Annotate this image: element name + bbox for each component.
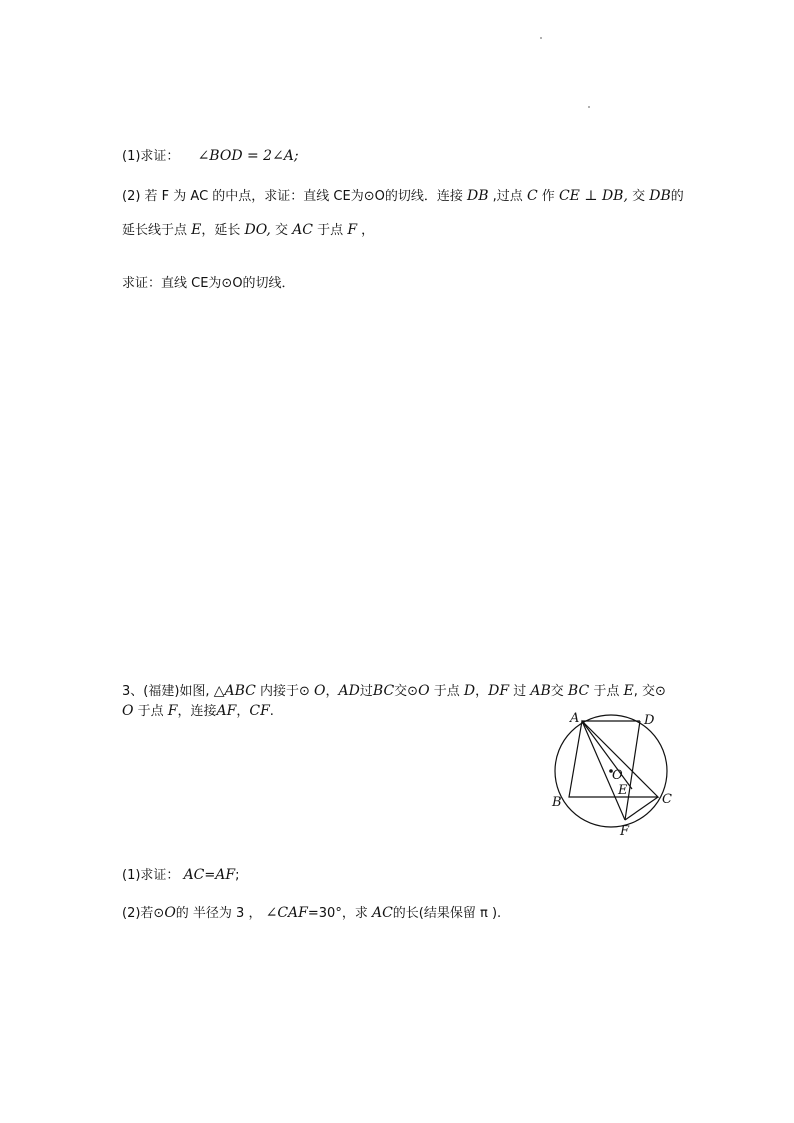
q3-text: 过 — [359, 684, 373, 699]
q3-part1-ac: AC — [183, 867, 205, 883]
q3-f: F — [167, 703, 178, 719]
q3-text: 交⊙ — [394, 684, 419, 699]
q3-text: ，连接 — [177, 704, 217, 719]
q3-part1-af: AF — [215, 867, 236, 883]
q3-text: 交 — [550, 684, 564, 699]
q3-o: O — [418, 683, 430, 699]
q2-line3-text: ， — [361, 223, 375, 238]
q3-ab: AB — [530, 683, 551, 699]
q2-part2-db: DB — [467, 188, 489, 204]
q2-part2-c: C — [526, 188, 538, 204]
q2-line3-f: F — [347, 222, 358, 238]
q3-line1 — [122, 682, 666, 701]
q3-e: E — [623, 683, 634, 699]
q3-o: O — [122, 703, 134, 719]
q3-part1-label: (1)求证： — [122, 868, 180, 883]
label-a: A — [570, 711, 580, 726]
q3-text: 过 — [513, 684, 527, 699]
q2-prove-statement: 求证：直线 CE为⊙O的切线． — [122, 276, 295, 291]
q2-part2-text: ,过点 — [492, 189, 523, 204]
q3-text: 于点 — [593, 684, 620, 699]
q2-part2-cont — [122, 221, 374, 240]
q3-o: O — [164, 905, 176, 921]
q3-text: , 交⊙ — [633, 684, 666, 699]
label-b: B — [552, 795, 562, 810]
q3-bc: BC — [567, 683, 590, 699]
q3-text: . — [269, 704, 274, 719]
q3-text: ， — [475, 684, 489, 699]
segment-df — [625, 721, 640, 820]
label-f: F — [620, 824, 630, 839]
q3-line2 — [122, 702, 274, 721]
q2-part2 — [122, 187, 684, 206]
q2-part2-db2: DB — [649, 188, 671, 204]
q3-bc: BC — [372, 683, 395, 699]
q3-o: O — [314, 683, 326, 699]
q3-af: AF — [216, 703, 237, 719]
q2-line3-text: 交 — [275, 223, 289, 238]
circle-geometry-figure — [548, 708, 684, 840]
q3-text: ， — [325, 684, 339, 699]
q3-d: D — [463, 683, 476, 699]
scan-speck-1 — [540, 37, 542, 39]
q2-line3-e: E — [191, 222, 202, 238]
label-o: O — [612, 768, 623, 783]
q3-text: 3、(福建)如图, — [122, 684, 210, 699]
label-c: C — [662, 792, 672, 807]
q3-text: 于点 — [137, 704, 164, 719]
scan-speck-2 — [588, 106, 590, 108]
q3-angle-caf: ∠CAF — [265, 905, 308, 921]
q2-line3-do: DO, — [244, 222, 271, 238]
q2-line3-text: 于点 — [317, 223, 344, 238]
q3-text: ， — [236, 704, 250, 719]
q3-text: 于点 — [433, 684, 460, 699]
q2-part1-math: ∠BOD = 2∠A; — [197, 148, 299, 164]
q2-part2-text: 交 — [632, 189, 646, 204]
q3-text: 内接于⊙ — [259, 684, 310, 699]
q3-df: DF — [488, 683, 510, 699]
triangle-abc — [569, 721, 658, 797]
q3-text: (2)若⊙ — [122, 906, 165, 921]
q2-part2-text: 的 — [670, 189, 684, 204]
label-d: D — [644, 713, 655, 728]
q2-part2-prefix: (2) 若 F 为 AC 的中点，求证：直线 CE为⊙O的切线．连接 — [122, 189, 463, 204]
q2-part1-label: (1)求证： — [122, 149, 180, 164]
q3-text: 的 半径为 3 ， — [175, 906, 262, 921]
q2-part2-perp: CE ⊥ DB, — [558, 188, 628, 204]
q2-line3-text: 延长线于点 — [122, 223, 188, 238]
q3-text: 的长(结果保留 π ). — [392, 906, 502, 921]
q3-text: ; — [235, 868, 240, 883]
label-e: E — [618, 783, 628, 798]
q2-part1 — [122, 147, 299, 166]
q2-line3-text: ，延长 — [201, 223, 241, 238]
q3-part2 — [122, 904, 501, 923]
q2-line3-ac: AC — [292, 222, 314, 238]
q3-ad: AD — [338, 683, 360, 699]
q3-text: =30°，求 — [307, 906, 368, 921]
q3-part1 — [122, 866, 240, 885]
q3-cf: CF — [249, 703, 270, 719]
q2-part2-text: 作 — [541, 189, 555, 204]
q3-ac: AC — [371, 905, 393, 921]
q3-part1-eq: = — [204, 868, 216, 883]
q3-triangle-abc: △ABC — [213, 683, 256, 699]
